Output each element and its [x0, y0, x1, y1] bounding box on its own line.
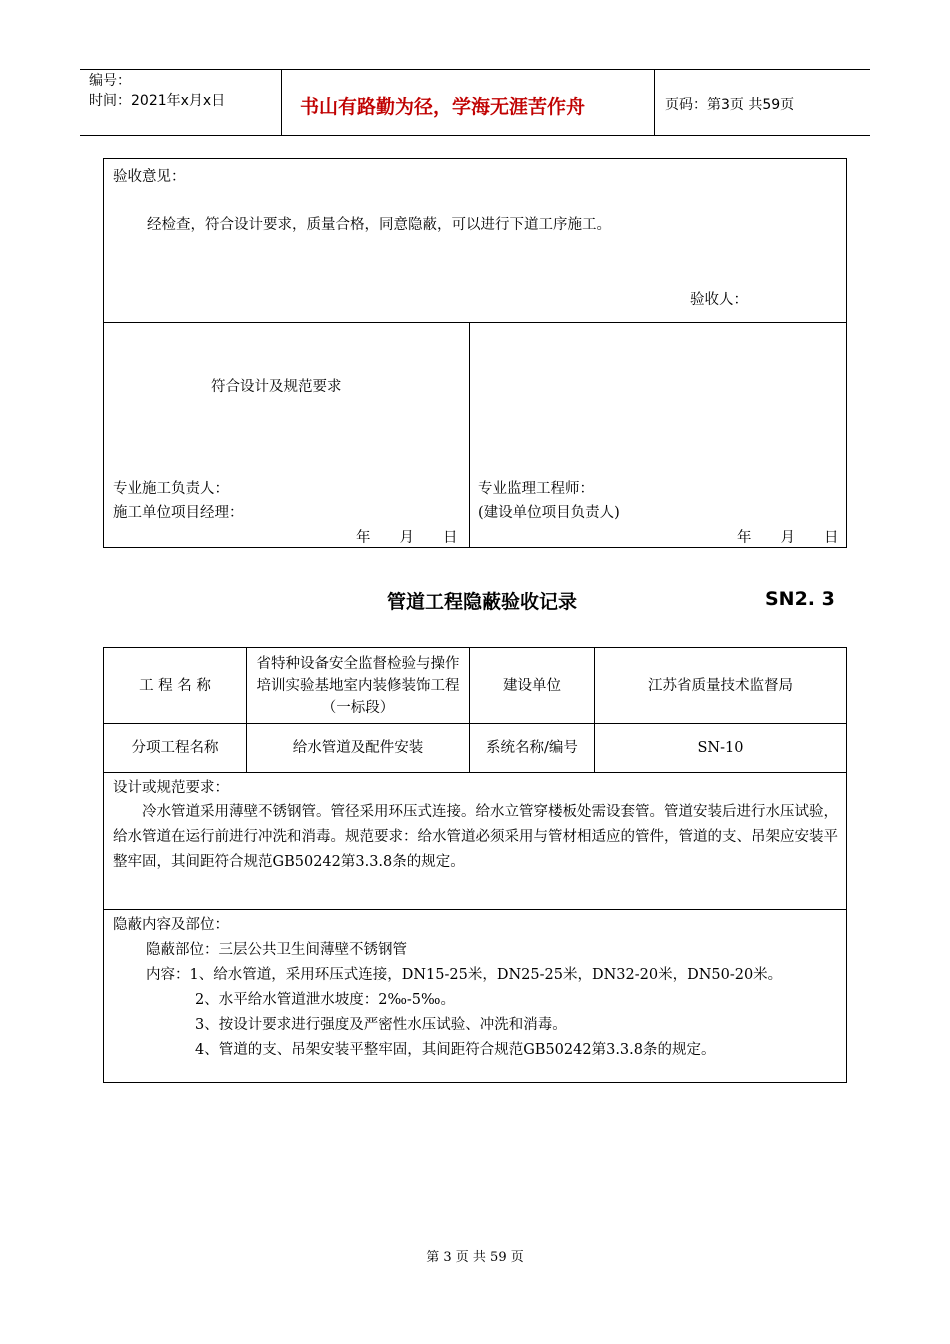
header-bottom-rule: [80, 135, 870, 136]
opinion-label: 验收意见：: [113, 169, 186, 185]
construction-leader-label: 专业施工负责人：: [113, 481, 229, 497]
owner-value: 江苏省质量技术监督局: [648, 677, 793, 694]
header-page-info: 页码：第3页 共59页: [665, 97, 795, 113]
inspector-label: 验收人：: [690, 292, 748, 308]
subitem-value: 给水管道及配件安装: [292, 740, 424, 756]
subitem-label: 分项工程名称: [131, 740, 219, 756]
record-title: 管道工程隐蔽验收记录: [387, 591, 578, 613]
header-divider: [654, 69, 655, 135]
opinion-text: 经检查，符合设计要求，质量合格，同意隐蔽，可以进行下道工序施工。: [147, 217, 611, 233]
document-time: 时间：2021年x月x日: [89, 93, 226, 109]
system-label: 系统名称/编号: [486, 740, 578, 756]
hidden-item: 内容：1、给水管道，采用环压式连接，DN15-25米，DN25-25米，DN32-20米，DN50-20米。: [146, 967, 783, 983]
hidden-item: 2、水平给水管道泄水坡度：2‰-5‰。: [195, 992, 455, 1008]
record-code: SN2. 3: [765, 588, 835, 610]
document-number-label: 编号：: [89, 73, 131, 89]
project-name-value: 省特种设备安全监督检验与操作培训实验基地室内装修装饰工程（一标段）: [256, 655, 460, 716]
hidden-item: 3、按设计要求进行强度及严密性水压试验、冲洗和消毒。: [195, 1017, 567, 1033]
acceptance-form: [103, 158, 847, 548]
hidden-location: 隐蔽部位：三层公共卫生间薄壁不锈钢管: [146, 942, 407, 958]
signature-date: 年 月 日: [356, 530, 458, 546]
requirements-text: 冷水管道采用薄壁不锈钢管。管径采用环压式连接。给水立管穿楼板处需设套管。管道安装后进行水压试验，给水管道在运行前进行冲洗和消毒。规范要求：给水管道必须采用与管材相适应的管件，管道的支、吊架应安装平整牢固，其间距符合规范GB50242第3.3.8条的规定。: [113, 804, 838, 870]
table-rule: [104, 772, 846, 773]
project-name-label: 工 程 名 称: [139, 677, 211, 694]
record-table: [103, 647, 847, 1083]
hidden-content-label: 隐蔽内容及部位：: [113, 917, 229, 933]
form-divider: [469, 322, 470, 547]
page-footer: 第 3 页 共 59 页: [426, 1250, 524, 1265]
table-rule: [104, 909, 846, 910]
system-value: SN-10: [697, 740, 744, 756]
owner-leader-label: (建设单位项目负责人): [478, 505, 620, 521]
signature-date: 年 月 日: [737, 530, 839, 546]
header-motto: 书山有路勤为径，学海无涯苦作舟: [300, 96, 586, 118]
hidden-item: 4、管道的支、吊架安装平整牢固，其间距符合规范GB50242第3.3.8条的规定。: [195, 1042, 716, 1058]
requirements-label: 设计或规范要求：: [113, 780, 229, 796]
header-top-rule: [80, 69, 870, 70]
header-divider: [281, 69, 282, 135]
project-manager-label: 施工单位项目经理：: [113, 505, 244, 521]
supervisor-label: 专业监理工程师：: [478, 481, 594, 497]
conclusion-text: 符合设计及规范要求: [211, 379, 342, 395]
form-divider: [104, 322, 846, 323]
owner-label: 建设单位: [503, 677, 561, 694]
